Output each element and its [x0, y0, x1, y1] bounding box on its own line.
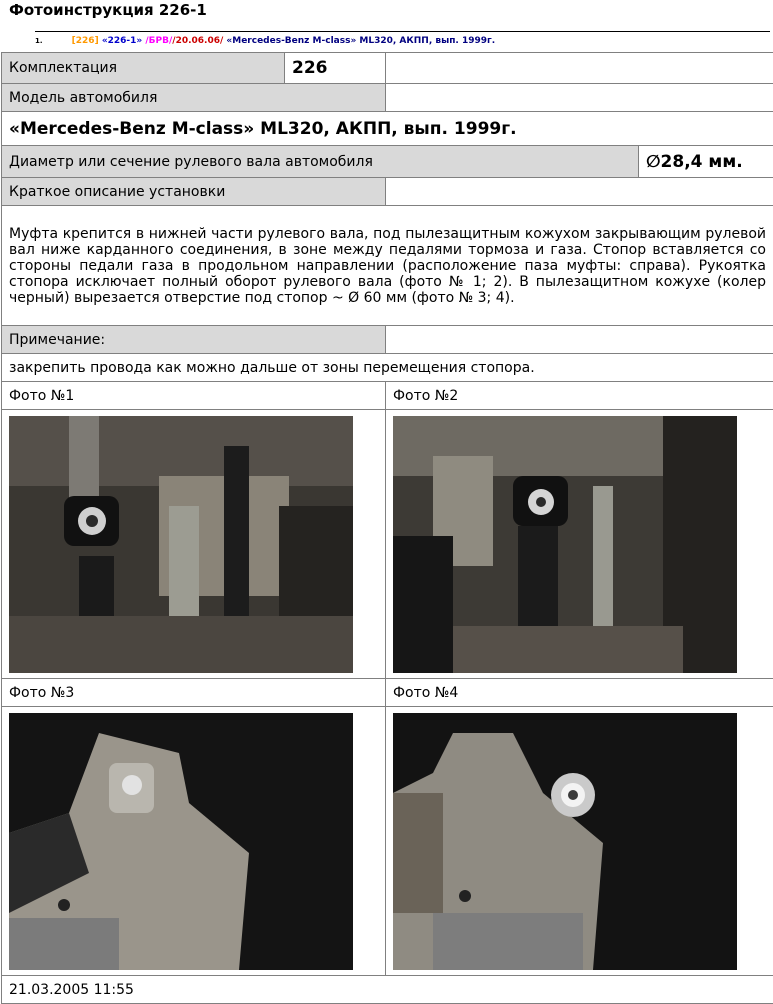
note-text: закрепить провода как можно дальше от зоны перемещения стопора. [2, 354, 773, 382]
kit-date: /20.06.06/ [172, 36, 223, 46]
model-label: Модель автомобиля [2, 84, 386, 112]
photo-row-2 [2, 707, 773, 976]
page-title: Фотоинструкция 226-1 [9, 1, 207, 19]
photo-1-cell [2, 410, 386, 679]
photo-4-cell [386, 707, 773, 976]
kit-code: [226] [72, 36, 99, 46]
photo-3-caption: Фото №3 [2, 679, 386, 707]
photo-2-caption: Фото №2 [386, 382, 773, 410]
kit-tag: /БРВ/ [145, 36, 172, 46]
note-label-row [2, 326, 773, 354]
note-empty [386, 326, 773, 354]
summary-label-row [2, 178, 773, 206]
kit-ref: «226-1» [102, 36, 142, 46]
photo-caption-row-2 [2, 679, 773, 707]
kit-value: 226 [285, 53, 386, 84]
model-empty [386, 84, 773, 112]
car-short: «Mercedes-Benz M-class» ML320, АКПП, вып. 1999г. [226, 36, 495, 46]
footer-timestamp: 21.03.2005 11:55 [2, 976, 773, 1004]
photo-4-image [393, 713, 737, 970]
shaft-label: Диаметр или сечение рулевого вала автомобиля [2, 146, 639, 178]
photo-2-cell [386, 410, 773, 679]
kit-label: Комплектация [2, 53, 285, 84]
reference-line [35, 36, 495, 46]
photo-4-caption: Фото №4 [386, 679, 773, 707]
model-value: «Mercedes-Benz M-class» ML320, АКПП, вып. 1999г. [2, 112, 773, 146]
shaft-value: ∅28,4 мм. [639, 146, 773, 178]
photo-2-image [393, 416, 737, 673]
kit-row [2, 53, 773, 84]
note-label: Примечание: [2, 326, 386, 354]
summary-label: Краткое описание установки [2, 178, 386, 206]
kit-empty [386, 53, 773, 84]
note-text-row [2, 354, 773, 382]
photo-3-cell [2, 707, 386, 976]
photo-1-image [9, 416, 353, 673]
spec-table [1, 52, 773, 1004]
photo-caption-row-1 [2, 382, 773, 410]
photo-1-caption: Фото №1 [2, 382, 386, 410]
model-label-row [2, 84, 773, 112]
summary-text: Муфта крепится в нижней части рулевого вала, под пылезащитным кожухом закрывающим рулевой вал ниже карданного соединения, в зоне между педалями тормоза и газа. Стопор вставляется со стороны педали газа в продольном направлении (расположение паза муфты: справа). Рукоятка стопора исключает полный оборот рулевого вала (фото № 1; 2). В пылезащитном кожухе (колер черный) вырезается отверстие под стопор ~ Ø 60 мм (фото № 3; 4). [2, 206, 773, 326]
summary-text-row [2, 206, 773, 326]
item-number: 1. [35, 37, 43, 45]
model-value-row [2, 112, 773, 146]
photo-3-image [9, 713, 353, 970]
photo-row-1 [2, 410, 773, 679]
title-rule [35, 31, 770, 32]
shaft-row [2, 146, 773, 178]
footer-row [2, 976, 773, 1004]
summary-empty [386, 178, 773, 206]
